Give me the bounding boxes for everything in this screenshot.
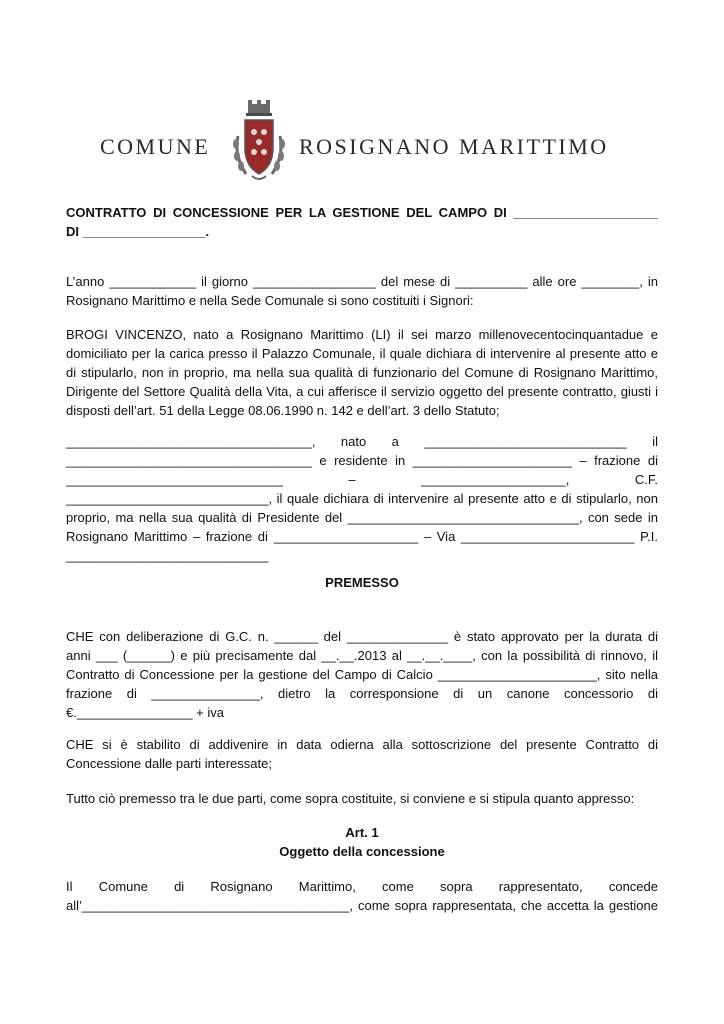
paragraph-line: Il Comune di Rosignano Marittimo, come sopra rappresentato, concede xyxy=(66,879,658,894)
paragraph-line: __________________________________ e residente in ______________________ – frazione di xyxy=(66,453,658,468)
article-1-text xyxy=(66,877,658,915)
intro-line: Rosignano Marittimo e nella Sede Comunale si sono costituiti i Signori: xyxy=(66,293,474,308)
title-line: DI _________________. xyxy=(66,224,210,239)
paragraph-line: all’_____________________________________, come sopra rappresentata, che accetta la gestione xyxy=(66,898,658,913)
paragraph-line: frazione di _______________, dietro la corresponsione di un canone concessorio di xyxy=(66,686,658,701)
paragraph-line: disposti dell’art. 51 della Legge 08.06.1990 n. 142 e dell’art. 3 dello Statuto; xyxy=(66,403,500,418)
paragraph-line: ______________________________ – ____________________, C.F. xyxy=(66,472,658,487)
first-party-paragraph xyxy=(66,325,658,420)
municipal-crest-icon xyxy=(224,96,294,186)
paragraph-line: ____________________________ xyxy=(66,548,269,563)
second-party-paragraph xyxy=(66,432,658,565)
paragraph-line: €.________________ + iva xyxy=(66,705,224,720)
title-line: CONTRATTO DI CONCESSIONE PER LA GESTIONE DEL CAMPO DI ____________________ xyxy=(66,205,658,220)
header-rosignano-marittimo: ROSIGNANO MARITTIMO xyxy=(299,134,609,159)
article-title: Oggetto della concessione xyxy=(279,844,445,859)
paragraph-line: ____________________________, il quale dichiara di intervenire al presente atto e di stipularlo, non xyxy=(66,491,658,506)
article-1-heading xyxy=(66,823,658,861)
paragraph-line: Tutto ciò premesso tra le due parti, come sopra costituite, si conviene e si stipula quanto appresso: xyxy=(66,791,635,806)
paragraph-line: Dirigente del Settore Qualità della Vita, a cui afferisce il servizio oggetto del presente contratto, giusti i xyxy=(66,384,658,399)
paragraph-line: anni ___ (______) e più precisamente dal __.__.2013 al __.__.____, con la possibilità di rinnovo, il xyxy=(66,648,658,663)
paragraph-line: di stipularlo, non in proprio, ma nella sua qualità di funzionario del Comune di Rosignano Marittimo, xyxy=(66,365,658,380)
header-comune: COMUNE xyxy=(100,134,211,159)
intro-paragraph xyxy=(66,272,658,310)
premise-paragraph-2 xyxy=(66,735,658,773)
paragraph-line: domiciliato per la carica presso il Palazzo Comunale, il quale dichiara di intervenire al presente atto e xyxy=(66,346,658,361)
paragraph-line: Rosignano Marittimo – frazione di ____________________ – Via ________________________ P.I. xyxy=(66,529,658,544)
paragraph-line: Contratto di Concessione per la gestione del Campo di Calcio ______________________, sito nella xyxy=(66,667,658,682)
paragraph-line: __________________________________, nato a ____________________________ il xyxy=(66,434,658,449)
article-number: Art. 1 xyxy=(345,825,379,840)
agreement-sentence xyxy=(66,789,658,808)
paragraph-line: CHE si è stabilito di addivenire in data odierna alla sottoscrizione del presente Contratto di xyxy=(66,737,658,752)
intro-line: L’anno ____________ il giorno _________________ del mese di __________ alle ore ________, in xyxy=(66,274,658,289)
paragraph-line: proprio, ma nella sua qualità di Presidente del ________________________________, con sede in xyxy=(66,510,658,525)
paragraph-line: Concessione dalle parti interessate; xyxy=(66,756,272,771)
letterhead xyxy=(0,96,724,186)
premise-paragraph-1 xyxy=(66,627,658,722)
premesso-heading: PREMESSO xyxy=(325,575,399,590)
paragraph-line: CHE con deliberazione di G.C. n. ______ del ______________ è stato approvato per la durata di xyxy=(66,629,658,644)
paragraph-line: BROGI VINCENZO, nato a Rosignano Marittimo (LI) il sei marzo millenovecentocinquantadue e xyxy=(66,327,658,342)
contract-title xyxy=(66,203,658,241)
